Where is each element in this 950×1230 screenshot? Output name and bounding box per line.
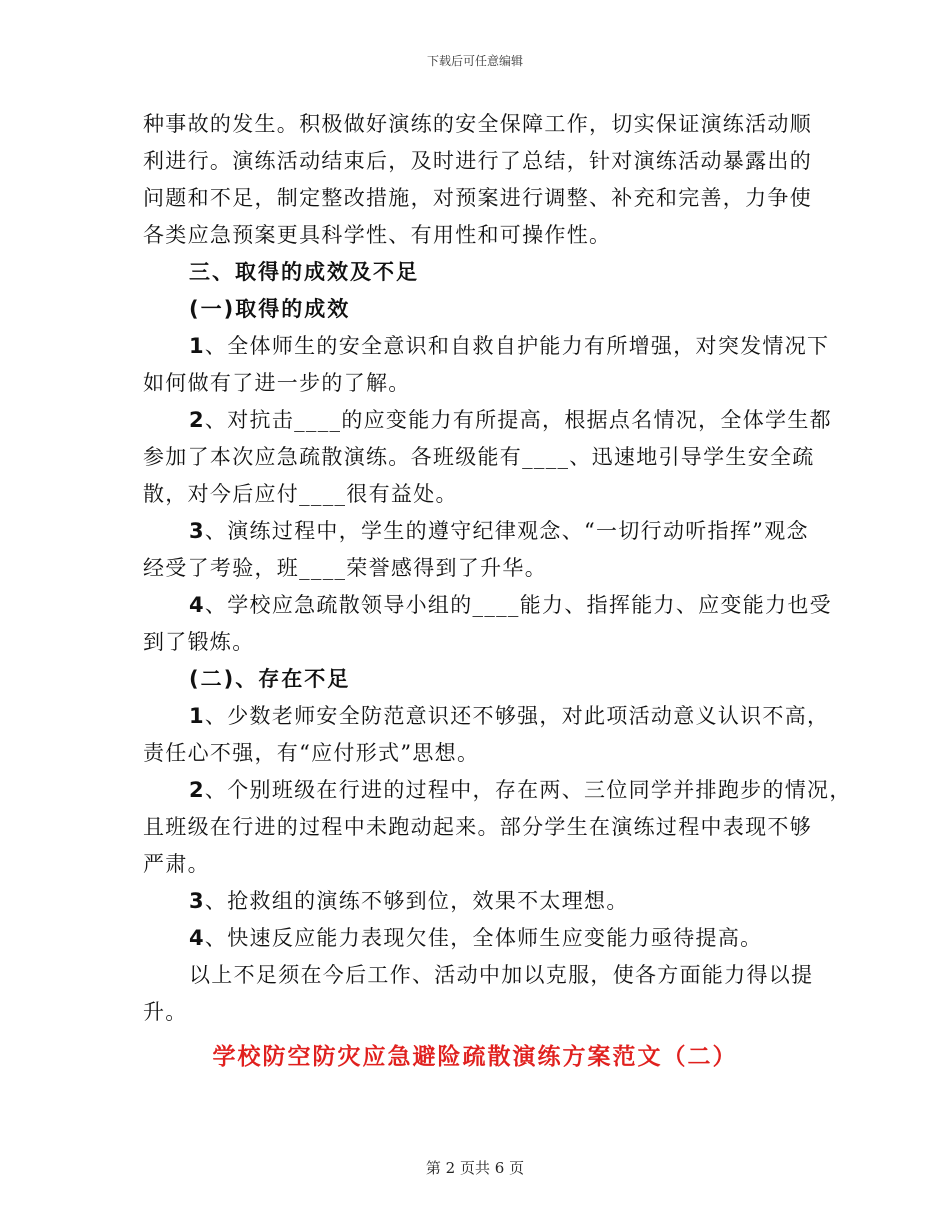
paragraph-line: 散，对今后应付____很有益处。 [143, 482, 458, 506]
paragraph-line: 如何做有了进一步的了解。 [143, 371, 411, 395]
paragraph-line: 问题和不足，制定整改措施，对预案进行调整、补充和完善，力争使 [143, 186, 812, 210]
paragraph-line: 各类应急预案更具科学性、有用性和可操作性。 [143, 223, 612, 247]
item-number: 2 [189, 778, 205, 802]
list-item [143, 513, 813, 550]
item-text: 、学校应急疏散领导小组的____能力、指挥能力、应变能力也受 [204, 593, 832, 617]
page-footer: 第 2 页共 6 页 [425, 1159, 525, 1177]
section-title: 学校防空防灾应急避险疏散演练方案范文（二） [212, 1044, 738, 1070]
paragraph-line: 且班级在行进的过程中未跑动起来。部分学生在演练过程中表现不够 [143, 815, 812, 839]
item-text: 、全体师生的安全意识和自救自护能力有所增强，对突发情况下 [204, 334, 830, 358]
item-text: 、少数老师安全防范意识还不够强，对此项活动意义认识不高， [204, 704, 830, 728]
list-item [143, 587, 832, 624]
paragraph-line: 到了锻炼。 [143, 630, 255, 654]
page-header: 下载后可任意编辑 [426, 54, 523, 68]
paragraph-line: 以上不足须在今后工作、活动中加以克服，使各方面能力得以提 [189, 963, 814, 987]
item-number: 4 [189, 593, 205, 617]
paragraph-line: 严肃。 [143, 852, 210, 876]
item-text: 、演练过程中，学生的遵守纪律观念、“一切行动听指挥”观念 [204, 519, 809, 543]
list-item [143, 920, 813, 957]
item-number: 1 [189, 704, 205, 728]
list-item [143, 883, 813, 920]
subsection-heading: (二)、存在不足 [189, 667, 351, 691]
paragraph-line: 参加了本次应急疏散演练。各班级能有____、迅速地引导学生安全疏 [143, 445, 815, 469]
item-number: 1 [189, 334, 205, 358]
paragraph-line: 利进行。演练活动结束后，及时进行了总结，针对演练活动暴露出的 [143, 149, 812, 173]
list-item [143, 402, 832, 439]
item-number: 2 [189, 408, 205, 432]
item-text: 、快速反应能力表现欠佳，全体师生应变能力亟待提高。 [204, 926, 763, 950]
list-item [143, 698, 830, 735]
paragraph-line: 种事故的发生。积极做好演练的安全保障工作，切实保证演练活动顺 [143, 112, 812, 136]
item-number: 3 [189, 889, 205, 913]
item-number: 4 [189, 926, 205, 950]
paragraph-line: 责任心不强，有“应付形式”思想。 [143, 741, 480, 765]
list-item [143, 772, 852, 809]
subsection-heading: (一)取得的成效 [189, 297, 351, 321]
item-text: 、个别班级在行进的过程中，存在两、三位同学并排跑步的情况， [204, 778, 852, 802]
paragraph-line: 经受了考验，班____荣誉感得到了升华。 [143, 556, 547, 580]
item-text: 、抢救组的演练不够到位，效果不太理想。 [204, 889, 629, 913]
list-item [143, 328, 830, 365]
item-text: 、对抗击____的应变能力有所提高，根据点名情况，全体学生都 [204, 408, 832, 432]
paragraph-line: 升。 [143, 1000, 188, 1024]
section-heading: 三、取得的成效及不足 [189, 260, 419, 284]
document-body [143, 106, 852, 1031]
item-number: 3 [189, 519, 205, 543]
